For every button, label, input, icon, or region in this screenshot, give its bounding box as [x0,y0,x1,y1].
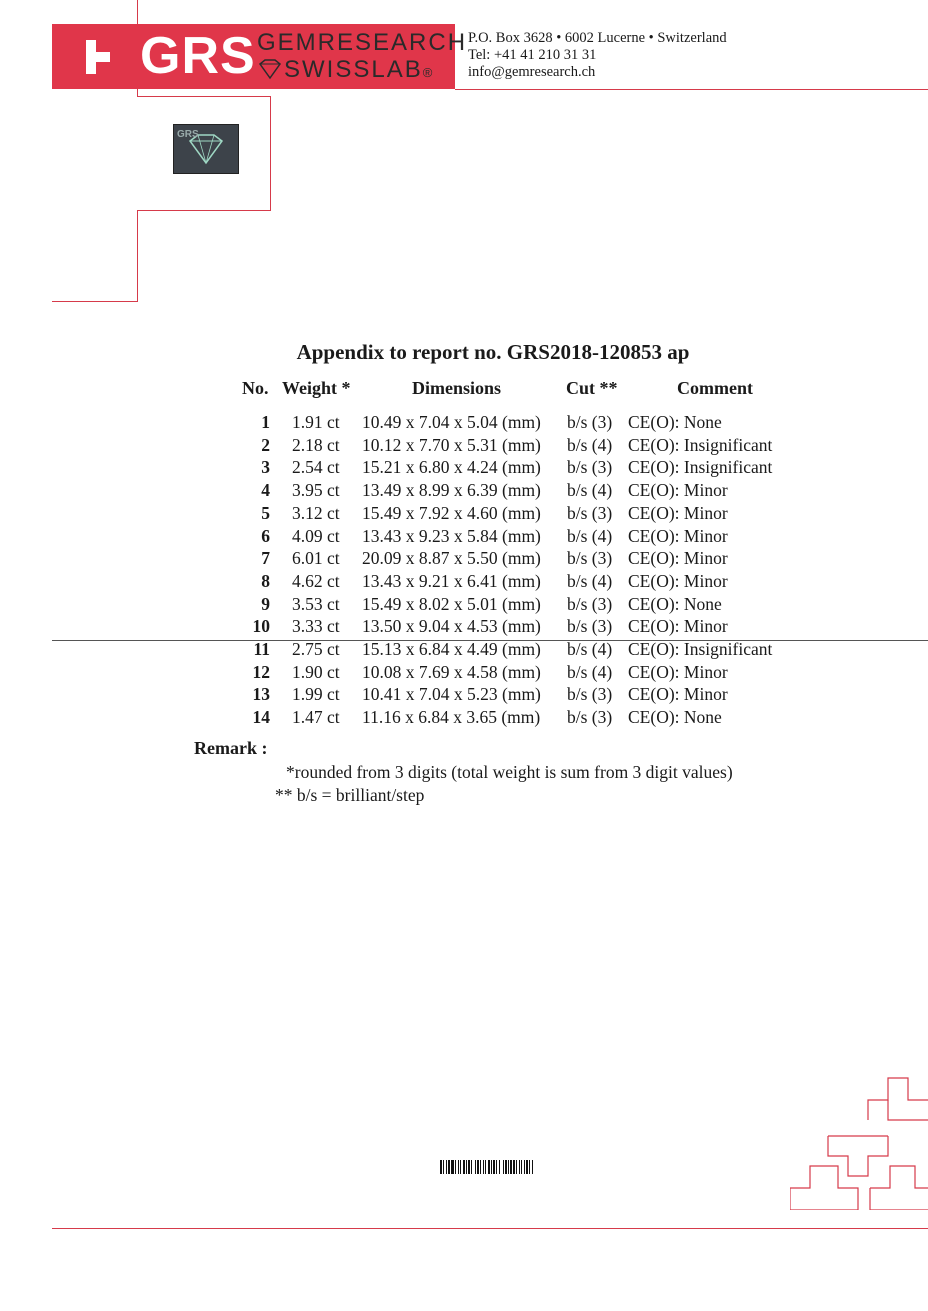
row-number: 10 [252,616,270,637]
row-cut: b/s (4) [567,639,613,659]
barcode-bar [458,1160,459,1174]
row-dimensions: 13.43 x 9.21 x 6.41 (mm) [362,570,541,591]
row-weight: 4.62 ct [292,570,340,591]
row-number: 14 [252,707,270,728]
row-cut: b/s (3) [567,616,613,637]
row-comment: CE(O): None [628,412,722,432]
email-line: info@gemresearch.ch [468,64,596,80]
barcode-bar [463,1160,465,1174]
remark-label: Remark : [194,738,268,758]
row-comment: CE(O): Minor [628,661,728,682]
row-number: 3 [261,457,270,478]
col-header-dimensions: Dimensions [412,378,502,398]
row-dimensions: 13.50 x 9.04 x 4.53 (mm) [362,616,541,637]
frame-line [137,210,138,302]
barcode-bar [488,1160,490,1174]
barcode-bar [475,1160,476,1174]
row-comment: CE(O): Minor [628,525,728,546]
barcode-bar [503,1160,504,1174]
barcode-bar [440,1160,442,1174]
row-number: 7 [261,548,270,569]
barcode-bar [526,1160,528,1174]
barcode-bar [491,1160,492,1174]
row-number: 2 [261,434,270,455]
barcode-bar [455,1160,456,1174]
row-number: 6 [261,525,270,546]
barcode-bar [466,1160,467,1174]
barcode-bar [446,1160,447,1174]
row-weight: 3.53 ct [292,593,340,614]
brand-line2 [284,57,434,86]
barcode-bar [443,1160,444,1174]
swiss-cross-bar [86,52,110,62]
row-comment: CE(O): Insignificant [628,457,773,478]
barcode-bar [451,1160,454,1174]
diamond-hologram-icon [174,125,238,173]
row-dimensions: 11.16 x 6.84 x 3.65 (mm) [362,707,541,728]
diamond-icon [257,58,283,80]
row-weight: 1.99 ct [292,684,340,705]
row-dimensions: 13.49 x 8.99 x 6.39 (mm) [362,480,541,501]
row-dimensions: 15.49 x 8.02 x 5.01 (mm) [362,593,541,614]
row-comment: CE(O): None [628,707,722,728]
row-cut: b/s (3) [567,684,613,705]
grs-pattern-logo [790,1076,928,1210]
row-number: 8 [261,570,270,591]
phone-line: Tel: +41 41 210 31 31 [468,47,597,63]
row-cut: b/s (3) [567,548,613,569]
frame-line [137,210,271,211]
row-weight: 6.01 ct [292,548,340,569]
barcode-bar [529,1160,530,1174]
row-dimensions: 10.12 x 7.70 x 5.31 (mm) [362,434,541,455]
col-header-weight: Weight * [282,378,351,398]
barcode-bar [496,1160,497,1174]
row-weight: 1.91 ct [292,412,340,432]
barcode-bar [471,1160,472,1174]
row-dimensions: 13.43 x 9.23 x 5.84 (mm) [362,525,541,546]
barcode-bar [460,1160,461,1174]
remark-note-weight: *rounded from 3 digits (total weight is sum from 3 digit values) [286,762,733,782]
hologram-text: GRS [177,129,199,140]
row-cut: b/s (4) [567,480,613,501]
row-cut: b/s (4) [567,570,613,591]
hologram-seal [173,124,239,174]
barcode-bar [524,1160,525,1174]
row-weight: 1.90 ct [292,661,340,682]
row-comment: CE(O): Minor [628,616,728,637]
barcode [440,1160,592,1174]
row-number: 12 [252,661,270,682]
barcode-bar [521,1160,522,1174]
barcode-bar [505,1160,507,1174]
row-weight: 3.33 ct [292,616,340,637]
row-comment: CE(O): Insignificant [628,639,773,659]
row-weight: 1.47 ct [292,707,340,728]
barcode-bar [508,1160,509,1174]
col-header-no: No. [242,378,269,398]
brand-line2-text: SWISSLAB [284,56,423,83]
row-comment: CE(O): Insignificant [628,434,773,455]
barcode-bar [477,1160,479,1174]
row-cut: b/s (3) [567,593,613,614]
row-number: 11 [253,639,270,659]
row-number: 1 [261,412,270,432]
barcode-bar [513,1160,515,1174]
row-dimensions: 10.49 x 7.04 x 5.04 (mm) [362,412,541,432]
col-header-cut: Cut ** [566,378,618,398]
brand-logo-text: GRS [140,27,256,85]
row-comment: CE(O): None [628,593,722,614]
row-dimensions: 15.49 x 7.92 x 4.60 (mm) [362,502,541,523]
registered-mark: ® [422,65,435,80]
row-comment: CE(O): Minor [628,480,728,501]
barcode-bar [532,1160,533,1174]
title-text: Appendix to report no. GRS2018-120853 ap [296,340,690,364]
address-line: P.O. Box 3628 • 6002 Lucerne • Switzerland [468,30,727,46]
remark-note-cut: ** b/s = brilliant/step [275,785,425,805]
row-cut: b/s (4) [567,434,613,455]
row-comment: CE(O): Minor [628,570,728,591]
barcode-bar [516,1160,517,1174]
row-weight: 2.18 ct [292,434,340,455]
row-weight: 4.09 ct [292,525,340,546]
barcode-bar [448,1160,450,1174]
frame-line [137,0,138,24]
row-cut: b/s (4) [567,661,613,682]
row-cut: b/s (3) [567,412,613,432]
barcode-bar [510,1160,512,1174]
row-dimensions: 10.08 x 7.69 x 4.58 (mm) [362,661,541,682]
row-weight: 3.12 ct [292,502,340,523]
address-block [468,30,727,81]
brand-line1: GEMRESEARCH [257,29,468,56]
row-number: 9 [261,593,270,614]
frame-line [137,96,270,97]
barcode-bar [483,1160,484,1174]
barcode-bar [485,1160,486,1174]
row-number: 13 [252,684,270,705]
footer-line [52,1228,928,1229]
barcode-bar [519,1160,520,1174]
row-comment: CE(O): Minor [628,548,728,569]
barcode-bar [499,1160,500,1174]
row-cut: b/s (4) [567,525,613,546]
row-cut: b/s (3) [567,707,613,728]
row-dimensions: 15.21 x 6.80 x 4.24 (mm) [362,457,541,478]
row-weight: 2.75 ct [292,639,340,659]
barcode-bar [480,1160,481,1174]
barcode-bar [493,1160,495,1174]
frame-line [270,96,271,211]
row-comment: CE(O): Minor [628,502,728,523]
row-weight: 3.95 ct [292,480,340,501]
row-cut: b/s (3) [567,502,613,523]
row-cut: b/s (3) [567,457,613,478]
barcode-bar [468,1160,470,1174]
header-banner [52,24,468,89]
col-header-comment: Comment [677,378,753,398]
row-weight: 2.54 ct [292,457,340,478]
row-dimensions: 15.13 x 6.84 x 4.49 (mm) [362,639,541,659]
row-number: 4 [261,480,270,501]
row-dimensions: 20.09 x 8.87 x 5.50 (mm) [362,548,541,569]
frame-line [52,301,138,302]
row-number: 5 [261,502,270,523]
page-title [0,340,928,365]
row-dimensions: 10.41 x 7.04 x 5.23 (mm) [362,684,541,705]
frame-line [455,89,928,90]
row-comment: CE(O): Minor [628,684,728,705]
